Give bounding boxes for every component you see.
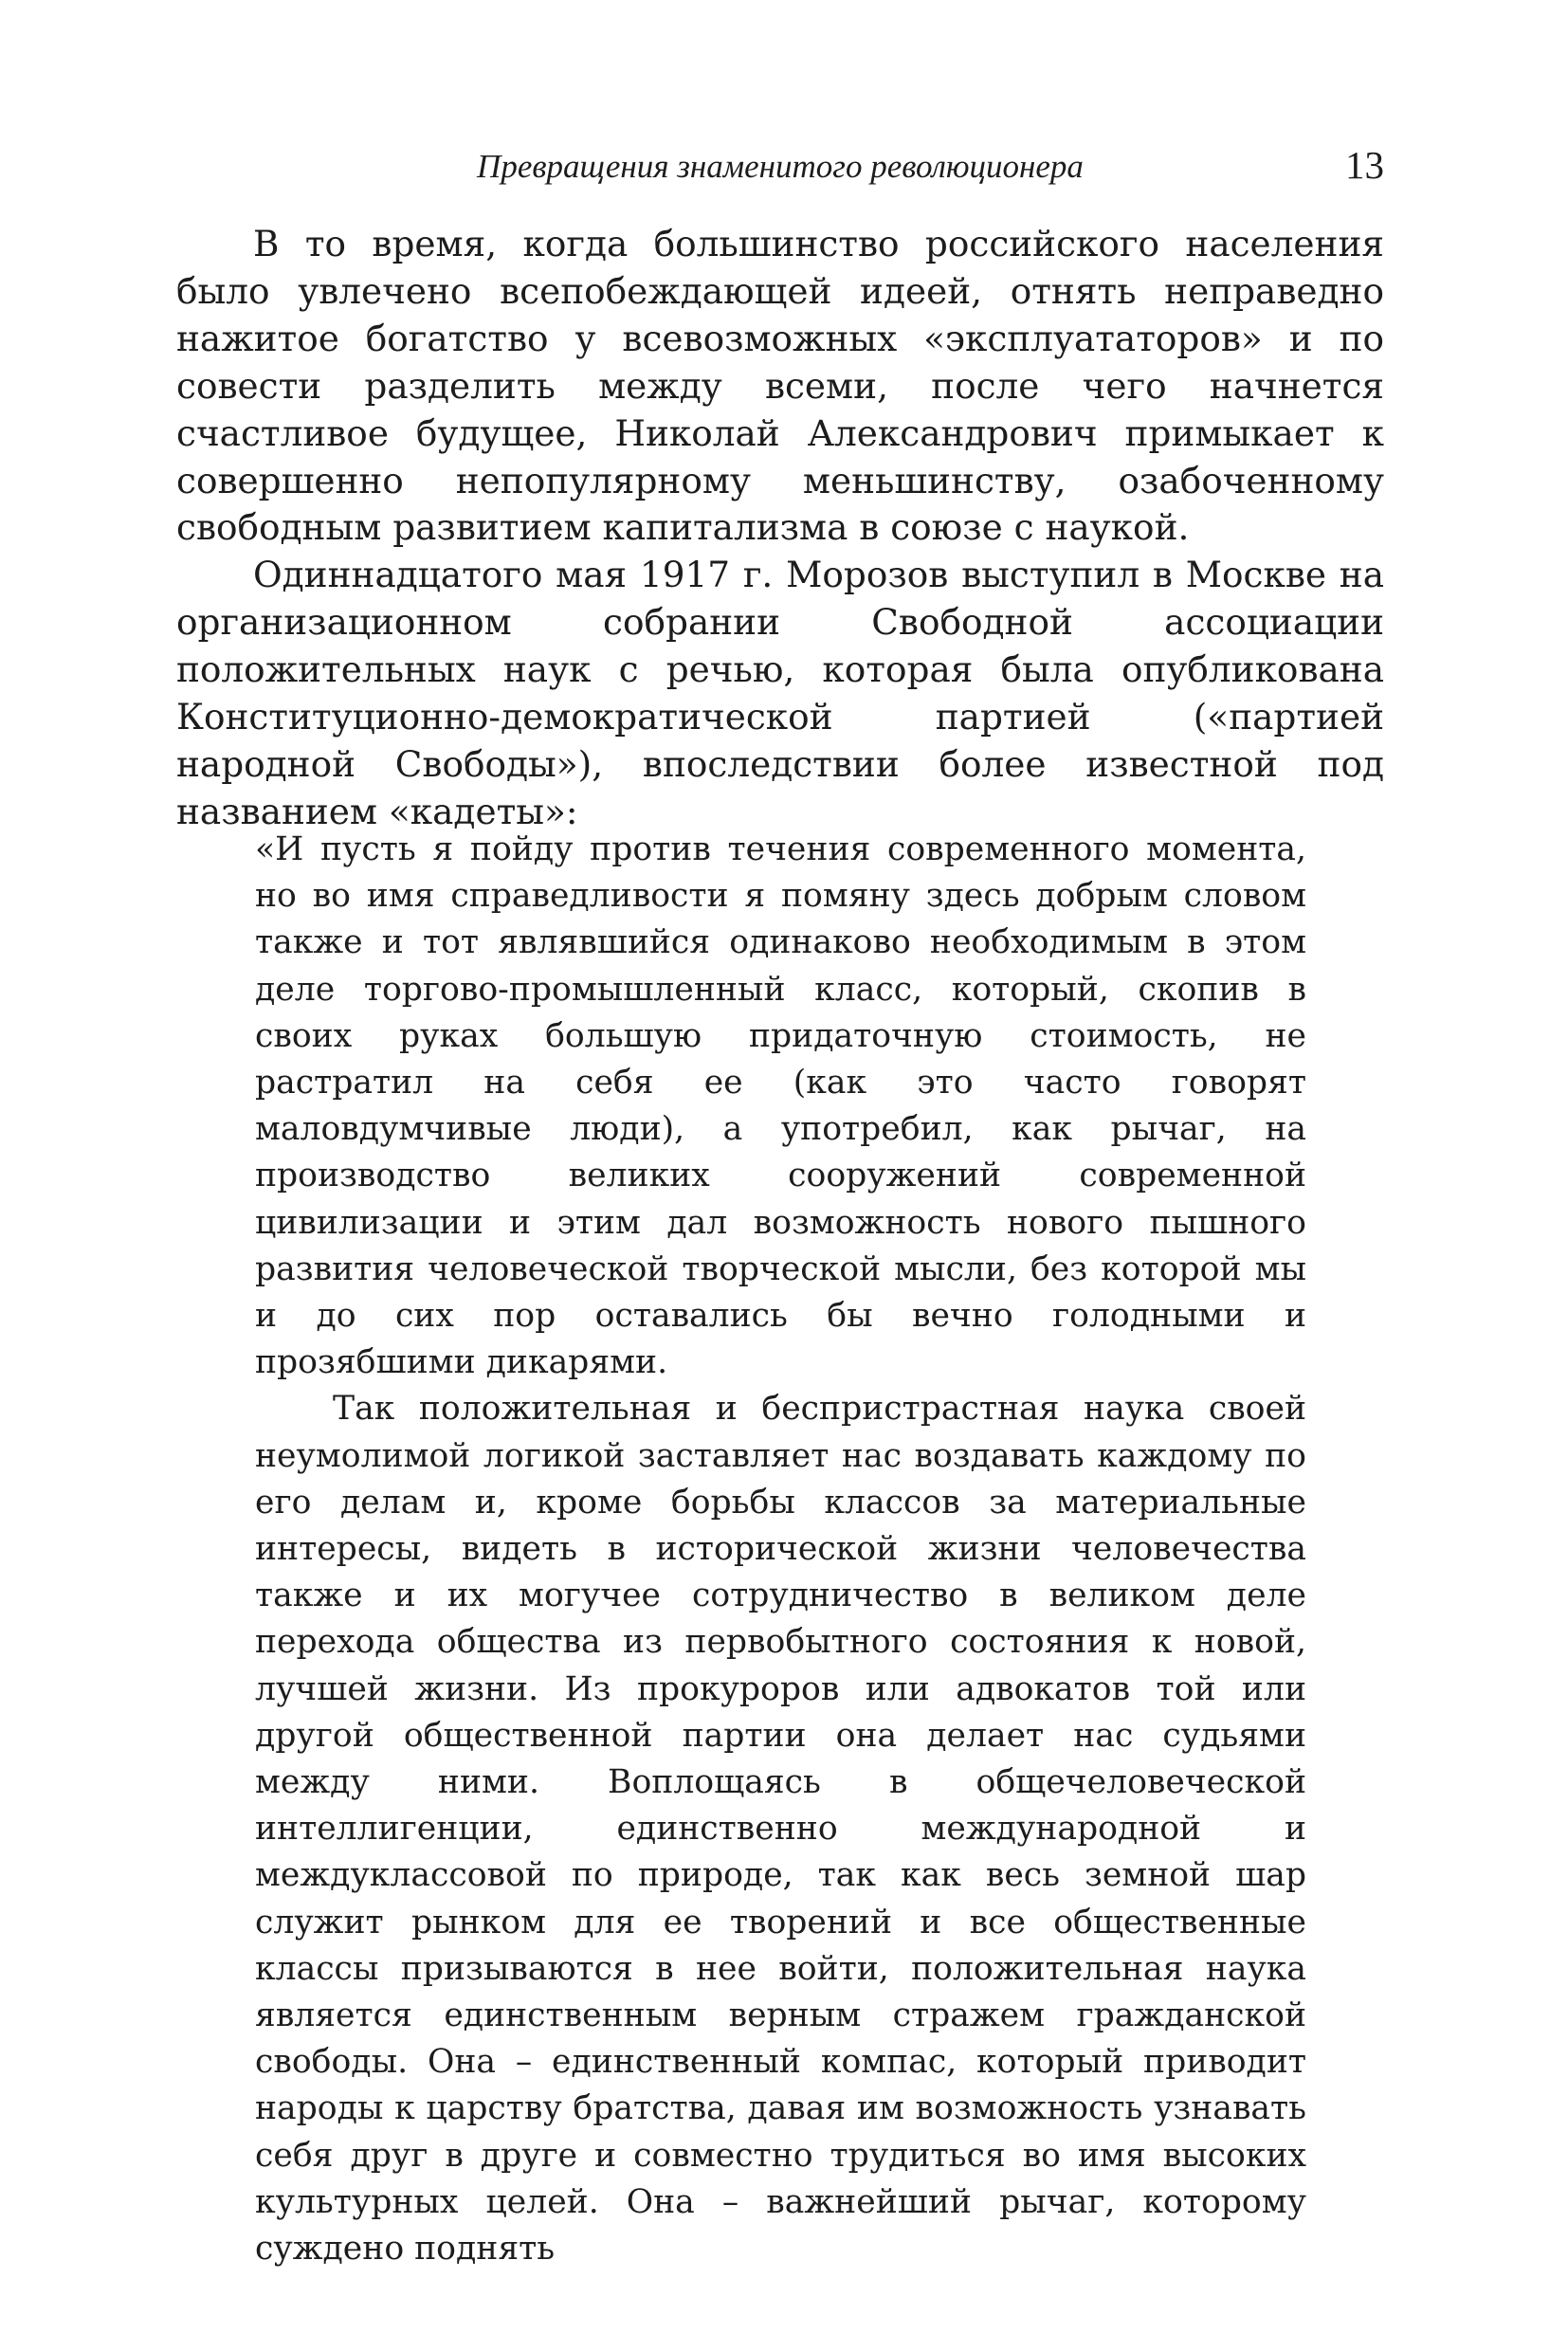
running-head [176,140,1384,193]
page-number: 13 [1345,143,1384,187]
quote-paragraph: «И пусть я пойду против течения современного момента, но во имя справедливости я помяну здесь добрым словом также и тот являвшийся одинаково необходимым в этом деле торгово-промышленный класс, который, скопив в своих руках большую придаточную стоимость, не растратил на себя ее (как это часто говорят маловдумчивые люди), а употребил, как рычаг, на производство великих сооружений современной цивилизации и этим дал возможность нового пышного развития человеческой творческой мысли, без которой мы и до сих пор оставались бы вечно голодными и прозябшими дикарями. [255,830,1306,1382]
running-title: Превращения знаменитого революционера [477,148,1084,185]
main-text [176,221,1384,836]
paragraph: Одиннадцатого мая 1917 г. Морозов выступил в Москве на организационном собрании Свободной ассоциации положительных наук с речью, которая была опубликована Конституционно-демократической партией («партией народной Свободы»), впоследствии более известной под названием «кадеты»: [176,554,1384,832]
paragraph: В то время, когда большинство российского населения было увлечено всепобеждающей идеей, отнять неправедно нажитое богатство у всевозможных «эксплуататоров» и по совести разделить между всеми, после чего начнется счастливое будущее, Николай Александрович примыкает к совершенно непопулярному меньшинству, озабоченному свободным развитием капитализма в союзе с наукой. [176,223,1384,549]
quote-paragraph: Так положительная и беспристрастная наука своей неумолимой логикой заставляет нас воздавать каждому по его делам и, кроме борьбы классов за материальные интересы, видеть в исторической жизни человечества также и их могучее сотрудничество в великом деле перехода общества из первобытного состояния к новой, лучшей жизни. Из прокуроров или адвокатов той или другой общественной партии она делает нас судьями между ними. Воплощаясь в общечеловеческой интеллигенции, единственно международной и междуклассовой по природе, так как весь земной шар служит рынком для ее творений и все общественные классы призываются в нее войти, положительная наука является единственным верным стражем гражданской свободы. Она – единственный компас, который приводит народы к царству братства, давая им возможность узнавать себя друг в друге и совместно трудиться во имя высоких культурных целей. Она – важнейший рычаг, которому суждено поднять [255,1390,1306,2269]
block-quote [255,827,1306,2272]
